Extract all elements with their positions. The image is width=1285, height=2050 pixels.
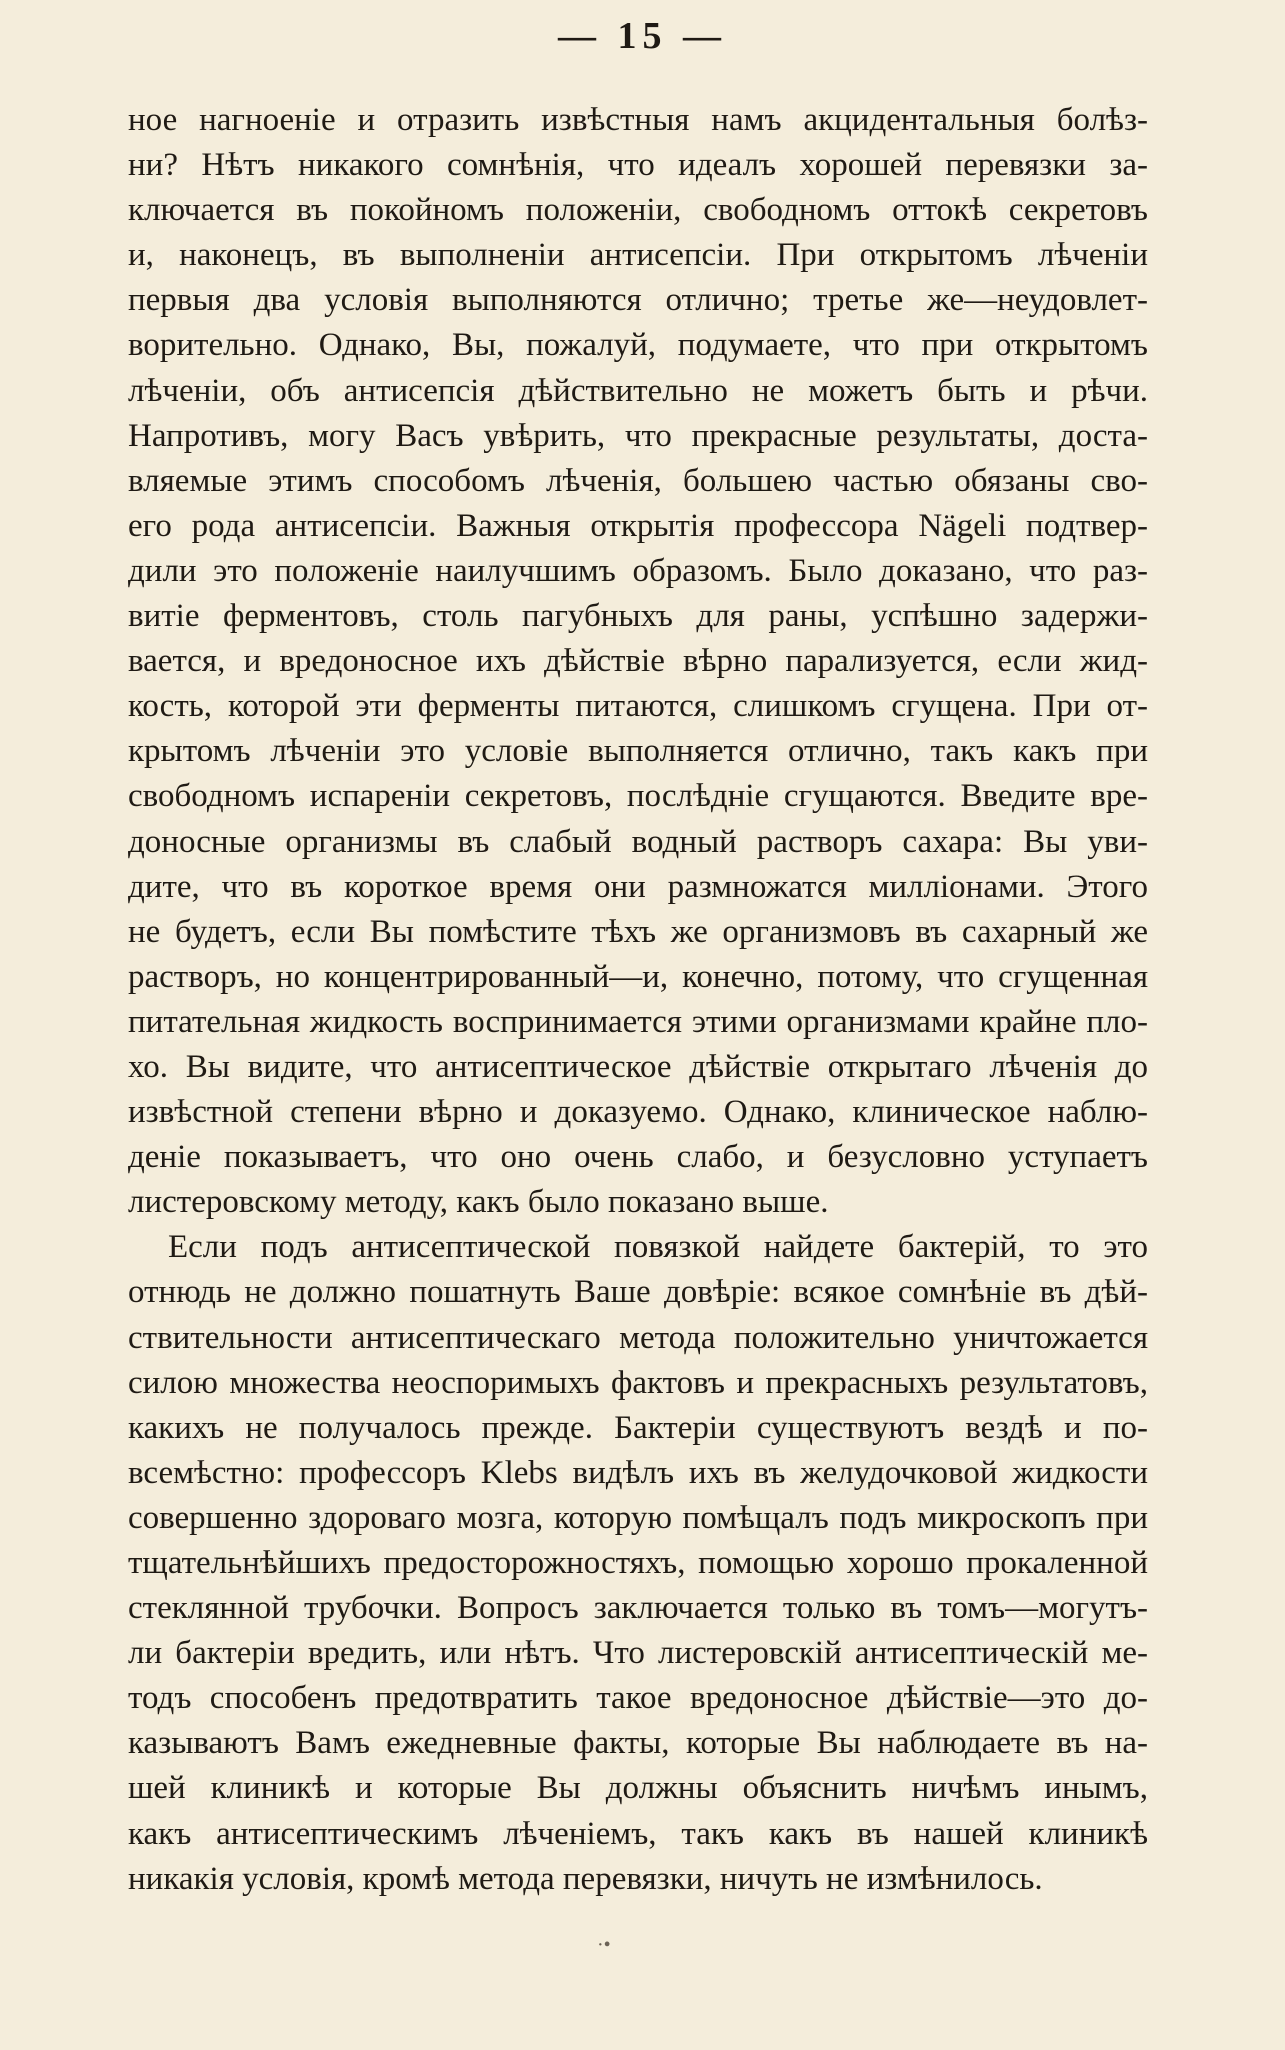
text-line: крытомъ лѣченіи это условіе выполняется отлично, такъ какъ при [128,733,1148,770]
text-line: вляемые этимъ способомъ лѣченія, большею частью обязаны сво- [128,462,1148,499]
text-line: питательная жидкость воспринимается этими организмами крайне пло- [128,1003,1148,1040]
text-line: лѣченіи, объ антисепсія дѣйствительно не можетъ быть и рѣчи. [128,372,1148,409]
text-line: казываютъ Вамъ ежедневные факты, которые Вы наблюдаете въ на- [128,1725,1148,1762]
text-line: вается, и вредоносное ихъ дѣйствіе вѣрно парализуется, если жид- [128,643,1148,680]
text-line: хо. Вы видите, что антисептическое дѣйствіе открытаго лѣченія до [128,1048,1148,1085]
text-line: ствительности антисептическаго метода положительно уничтожается [128,1319,1148,1356]
paragraph-1 [128,98,1148,1225]
text-line: растворъ, но концентрированный—и, конечно, потому, что сгущенная [128,958,1148,995]
text-line: какъ антисептическимъ лѣченіемъ, такъ какъ въ нашей клиникѣ [128,1815,1148,1852]
text-line: ни? Нѣтъ никакого сомнѣнія, что идеалъ хорошей перевязки за- [128,147,1148,184]
text-line: отнюдь не должно пошатнуть Ваше довѣріе: всякое сомнѣніе въ дѣй- [128,1274,1148,1311]
text-line: шей клиникѣ и которые Вы должны объяснить ничѣмъ инымъ, [128,1770,1148,1807]
text-line: кость, которой эти ферменты питаются, слишкомъ сгущена. При от- [128,688,1148,725]
footer-mark: ·• [597,1934,611,1956]
text-line: силою множества неоспоримыхъ фактовъ и прекрасныхъ результатовъ, [128,1364,1148,1401]
text-line: витіе ферментовъ, столь пагубныхъ для раны, успѣшно задержи- [128,598,1148,635]
text-line: совершенно здороваго мозга, которую помѣщалъ подъ микроскопъ при [128,1499,1148,1536]
text-line: тщательнѣйшихъ предосторожностяхъ, помощью хорошо прокаленной [128,1545,1148,1581]
text-line: всемѣстно: профессоръ Klebs видѣлъ ихъ въ желудочковой жидкости [128,1454,1148,1491]
text-line: Напротивъ, могу Васъ увѣрить, что прекрасные результаты, доста- [128,417,1148,454]
text-line: тодъ способенъ предотвратить такое вредоносное дѣйствіе—это до- [128,1680,1148,1717]
text-line: стеклянной трубочки. Вопросъ заключается только въ томъ—могутъ- [128,1590,1148,1627]
text-line: ворительно. Однако, Вы, пожалуй, подумаете, что при открытомъ [128,327,1148,364]
text-line: первыя два условія выполняются отлично; третье же—неудовлет- [128,282,1148,319]
page-number: — 15 — [558,15,727,57]
paragraph-2 [128,1225,1148,1901]
text-line: свободномъ испареніи секретовъ, послѣдніе сгущаются. Введите вре- [128,778,1148,815]
text-line: листеровскому методу, какъ было показано выше. [128,1184,829,1221]
body-text [128,98,1148,1902]
text-line: деніе показываетъ, что оно очень слабо, и безусловно уступаетъ [128,1139,1148,1176]
text-line: никакія условія, кромѣ метода перевязки, ничуть не измѣнилось. [128,1860,1043,1897]
text-line: дите, что въ короткое время они размножатся милліонами. Этого [128,868,1148,905]
text-line: ное нагноеніе и отразить извѣстныя намъ акцидентальныя болѣз- [128,102,1148,138]
text-line: извѣстной степени вѣрно и доказуемо. Однако, клиническое наблю- [128,1094,1148,1131]
text-line: Если подъ антисептической повязкой найдете бактерій, то это [168,1229,1148,1266]
text-line: ключается въ покойномъ положеніи, свободномъ оттокѣ секретовъ [128,192,1148,229]
text-line: ли бактеріи вредить, или нѣтъ. Что листеровскій антисептическій ме- [128,1635,1148,1672]
text-line: не будетъ, если Вы помѣстите тѣхъ же организмовъ въ сахарный же [128,913,1148,950]
text-line: какихъ не получалось прежде. Бактеріи существуютъ вездѣ и по- [128,1409,1148,1446]
text-line: и, наконецъ, въ выполненіи антисепсіи. При открытомъ лѣченіи [128,237,1148,274]
text-line: доносные организмы въ слабый водный растворъ сахара: Вы уви- [128,823,1148,860]
text-line: дили это положеніе наилучшимъ образомъ. Было доказано, что раз- [128,552,1148,589]
text-line: его рода антисепсіи. Важныя открытія профессора Nägeli подтвер- [128,507,1148,544]
